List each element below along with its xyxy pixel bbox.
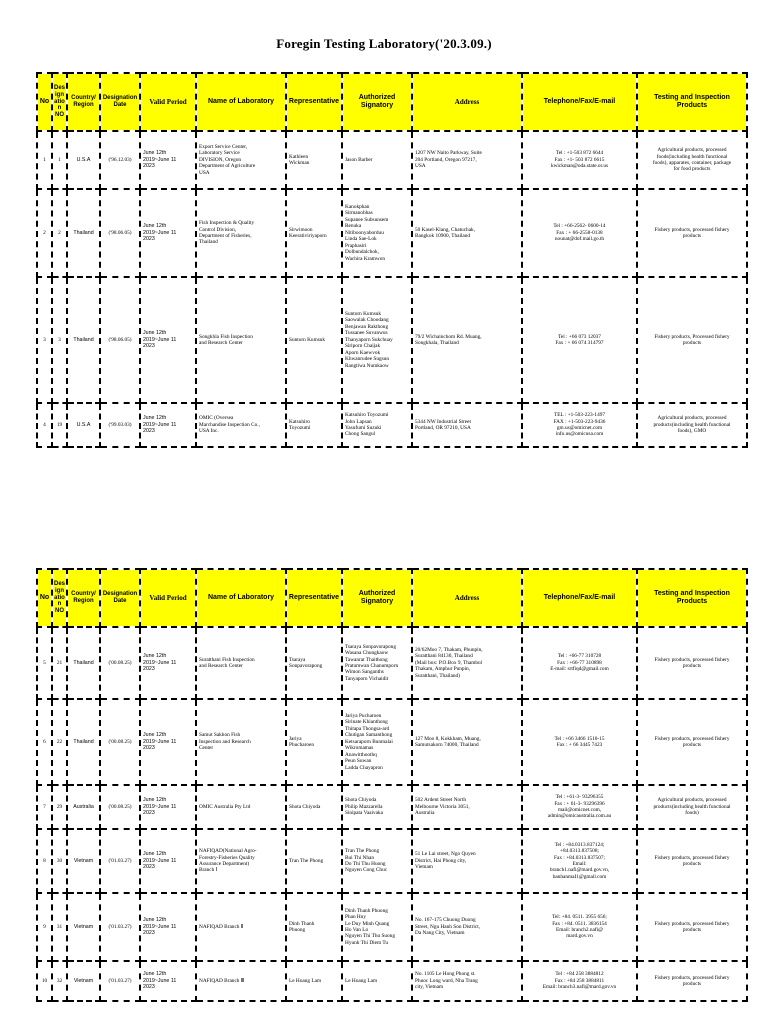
cell-country: Australia [67,785,100,829]
cell-address: 51 Le Lai street, Ngo Quyen District, Hai Phong city, Vietnam [412,829,522,893]
table-row [37,829,747,893]
laboratory-table-2 [36,568,748,1002]
cell-laboratory-name: NAFIQAD Branch Ⅱ [196,893,286,961]
cell-designation-no: 2 [52,189,67,277]
cell-representative: Tran The Phong [286,829,342,893]
cell-designation-no: 29 [52,785,67,829]
cell-contact: Tel : +66-2562- 0600-14 Fax : + 66-2558-0138 nounat@dof.mail.go.th [522,189,637,277]
cell-no: 10 [37,961,52,1001]
laboratory-table-1 [36,72,748,448]
header-name: Name of Laboratory [196,73,286,131]
header-signatory: Authorized Signatory [342,73,412,131]
header-designation-date: Designation Date [100,569,140,627]
cell-products: Fishery products, Processed fishery products [637,277,747,403]
table-header-row [37,73,747,131]
cell-address: 50 Kasel-Klang, Chatuchak, Bangkok 10900, Thailand [412,189,522,277]
cell-contact: Tel: +84. 0511. 3955 656; Fax : +84. 0511. 3836154 Email: branch2.nafi@ mard.gov.vn [522,893,637,961]
cell-laboratory-name: NAFIQAD(National Agro- Forestry-Fisheries Quality Assurance Department) Branch Ⅰ [196,829,286,893]
cell-no: 1 [37,131,52,189]
header-no: No [37,569,52,627]
cell-laboratory-name: Suratthani Fish Inspection and Research Center [196,627,286,699]
cell-products: Fishery products, processed fishery products [637,893,747,961]
cell-laboratory-name: Fish Inspection & Quality Control Division, Department of Fisheries, Thailand [196,189,286,277]
cell-no: 7 [37,785,52,829]
cell-designation-no: 19 [52,403,67,447]
cell-address: 127 Moo 8, Kokkham, Muang, Samutsakorn 74000, Thailand [412,699,522,785]
cell-signatory: Katsuhiro Toyozumi John Lapsan Yasufumi Suzuki Chong Sangul [342,403,412,447]
header-name: Name of Laboratory [196,569,286,627]
cell-representative: Suntorn Kumsuk [286,277,342,403]
cell-contact: Tel : +66 3466 1510-15 Fax : + 66 3445 7423 [522,699,637,785]
cell-valid-period: June 12th 2019~June 11 2023 [140,893,196,961]
cell-address: No. 1105 Le Hong Phong st. Phuoc Long ward, Nha Trang city, Vietnam [412,961,522,1001]
header-valid-period: Valid Period [140,73,196,131]
cell-designation-date: ('00.08.25) [100,785,140,829]
cell-laboratory-name: Songkhla Fish Inspection and Research Center [196,277,286,403]
cell-designation-date: ('01.03.27) [100,893,140,961]
cell-no: 5 [37,627,52,699]
cell-no: 4 [37,403,52,447]
cell-country: Vietnam [67,893,100,961]
header-phone: Telephone/Fax/E-mail [522,569,637,627]
header-designation-date: Designation Date [100,73,140,131]
cell-designation-date: ('00.08.25) [100,699,140,785]
cell-contact: Tel : +1-503 872 6644 Fax : +1- 503 872 6615 kwickman@oda.state.or.us [522,131,637,189]
cell-contact: Tel : +61-3- 93296355 Fax : + 61-3- 93296396 mail@omicnet.com, admin@omicaustralia.com.au [522,785,637,829]
cell-signatory: Le Hoang Lam [342,961,412,1001]
cell-products: Fishery products, processed fishery products [637,699,747,785]
cell-country: Thailand [67,277,100,403]
cell-no: 6 [37,699,52,785]
cell-no: 9 [37,893,52,961]
cell-country: U.S.A [67,403,100,447]
table-row [37,131,747,189]
table-row [37,961,747,1001]
header-valid-period: Valid Period [140,569,196,627]
cell-laboratory-name: Samut Sakhon Fish Inspection and Research Center [196,699,286,785]
table-row [37,277,747,403]
cell-address: 79/2 Wichainchom Rd. Muang, Songkhala, Thailand [412,277,522,403]
table-row [37,403,747,447]
cell-representative: Sirwimoon Keerativiriyaporn [286,189,342,277]
cell-valid-period: June 12th 2019~June 11 2023 [140,785,196,829]
header-representative: Representative [286,569,342,627]
cell-products: Fishery products, processed fishery products [637,829,747,893]
cell-signatory: Tsaraya Sonpavorapong Wasana Chungkaow Tawanrat Thaithong Pratumwan Chanumporn Wimon Sanganths Tanyaporn Vichaidit [342,627,412,699]
header-designation-no: Des ign atio n NO [52,73,67,131]
cell-address: 5344 NW Industrial Street Portland, OR 97210, USA [412,403,522,447]
cell-address: 502 Ardent Street North Melbourne Victoria 3051, Australia [412,785,522,829]
cell-valid-period: June 12th 2019~June 11 2023 [140,277,196,403]
cell-designation-no: 1 [52,131,67,189]
cell-contact: Tel : +66 073 12037 Fax : + 66 074 314797 [522,277,637,403]
cell-country: Vietnam [67,829,100,893]
header-products: Testing and Inspection Products [637,569,747,627]
table-row [37,785,747,829]
cell-valid-period: June 12th 2019~June 11 2023 [140,403,196,447]
header-address: Address [412,569,522,627]
cell-representative: Le Hoang Lam [286,961,342,1001]
cell-valid-period: June 12th 2019~June 11 2023 [140,961,196,1001]
cell-contact: Tel : +66-77 310728 Fax : +66-77 310898 E-mail: srtfiqd@gmail.com [522,627,637,699]
cell-designation-no: 30 [52,829,67,893]
cell-designation-date: ('98.06.05) [100,277,140,403]
cell-valid-period: June 12th 2019~June 11 2023 [140,699,196,785]
cell-country: Thailand [67,627,100,699]
cell-designation-no: 31 [52,893,67,961]
header-phone: Telephone/Fax/E-mail [522,73,637,131]
cell-representative: Shota Chiyoda [286,785,342,829]
cell-designation-no: 32 [52,961,67,1001]
cell-signatory: Jason Barber [342,131,412,189]
cell-designation-date: ('96.12.03) [100,131,140,189]
cell-laboratory-name: NAFIQAD Branch Ⅲ [196,961,286,1001]
cell-designation-no: 3 [52,277,67,403]
cell-representative: Tsaraya Sonpavorapong [286,627,342,699]
cell-country: Thailand [67,699,100,785]
cell-contact: Tel : +84 258 3884812 Fax : +84 258 3884811 Email: branch3.nafi@mard.gov.vn [522,961,637,1001]
cell-representative: Kathleen Wickman [286,131,342,189]
cell-products: Agricultural products, processed products(including health functional foods) [637,785,747,829]
cell-country: Vietnam [67,961,100,1001]
cell-signatory: Suntorn Kumsuk Saowalak Choodang Benjawan Rakthong Tussanee Suvanwus Thanyaporn Sukchuay Siriporn Chaijak Aporn Kaewvok Khwanrudee Sugsun Rangtiwa Numkaow [342,277,412,403]
cell-products: Agricultural products, processed products(including health functional foods), GMO [637,403,747,447]
cell-products: Fishery products, processed fishery products [637,189,747,277]
cell-no: 2 [37,189,52,277]
cell-designation-date: ('98.06.05) [100,189,140,277]
table-header-row [37,569,747,627]
table-row [37,627,747,699]
cell-designation-no: 22 [52,699,67,785]
cell-designation-date: ('01.03.27) [100,961,140,1001]
header-country: Country/ Region [67,73,100,131]
cell-valid-period: June 12th 2019~June 11 2023 [140,627,196,699]
cell-laboratory-name: OMIC (Oversea Marchandise Inspection Co., USA Inc. [196,403,286,447]
cell-signatory: Kanokphan Sirmanobhas Supanee Subsunsem Renuka Nitiboonyaborduu Linda Sae-Lok Praphasiri Dolbundalchok, Wachira Kramwon [342,189,412,277]
cell-country: Thailand [67,189,100,277]
header-address: Address [412,73,522,131]
header-country: Country/ Region [67,569,100,627]
cell-designation-date: ('01.03.27) [100,829,140,893]
cell-country: U.S.A [67,131,100,189]
cell-products: Agricultural products, processed foods(including health functional foods), apparates, container, package for food products [637,131,747,189]
cell-valid-period: June 12th 2019~June 11 2023 [140,189,196,277]
cell-signatory: Dinh Thanh Phuong Phan Huy Le Duy Minh Quang Ho Van Lo Nguyen Thi Thu Suong Hyunh Thi Diem Tu [342,893,412,961]
cell-laboratory-name: Export Service Center, Laboratory Service DIVISION, Oregon Department of Agriculture USA [196,131,286,189]
header-representative: Representative [286,73,342,131]
cell-address: No. 167-175 Chuong Duong Street, Ngu Hanh Son District, Da Nang City, Vietnam [412,893,522,961]
header-signatory: Authorized Signatory [342,569,412,627]
table-row [37,699,747,785]
document-title: Foregin Testing Laboratory('20.3.09.) [276,36,492,51]
cell-address: 20/62Moo 7, Thakam, Phunpin, Suratthani 84130, Thailand (Mail box: P.O.Box 9, Thambol Thakam, Amphur Punpin, Suratthani, Thailand) [412,627,522,699]
cell-designation-date: ('00.08.25) [100,627,140,699]
cell-representative: Dinh Thanh Phuong [286,893,342,961]
cell-contact: Tel : +84.0313.837124; +84.0313.837508; Fax : +84.0313.837507; Email: branch1.nafi@mard.gov.vn, banhanmaI1@gmail.com [522,829,637,893]
cell-signatory: Shota Chiyoda Philip Mazzarella Sinipata Vaaivaka [342,785,412,829]
cell-no: 3 [37,277,52,403]
cell-laboratory-name: OMIC Australia Pty Ltd [196,785,286,829]
cell-products: Fishery products, processed fishery products [637,961,747,1001]
cell-signatory: Tran The Phong Bui Thi Nhan Do Thi Thu Huong Nguyen Cong Chuc [342,829,412,893]
cell-valid-period: June 12th 2019~June 11 2023 [140,131,196,189]
cell-valid-period: June 12th 2019~June 11 2023 [140,829,196,893]
cell-no: 8 [37,829,52,893]
cell-signatory: Jariya Pucharoen Sirinate Khianthong Thitapa Thongsa-ard Chutigan Samanthong Ketsaraporn Bunmalai Wikromamas Anawitthoothq Peun Suwan Ladda Chayapron [342,699,412,785]
cell-address: 1207 NW Naito Parkway, Suite 204 Portland, Oregon 97217, USA [412,131,522,189]
table-row [37,893,747,961]
header-no: No [37,73,52,131]
cell-representative: Jariya Phucharoen [286,699,342,785]
cell-products: Fishery products, processed fishery products [637,627,747,699]
header-designation-no: Des ign atio n NO [52,569,67,627]
cell-designation-no: 21 [52,627,67,699]
cell-contact: TEL : +1-503-223-1497 FAX : +1-503-223-9436 gm.us@omicnet.com info.us@omicusa.com [522,403,637,447]
cell-designation-date: ('99.03.03) [100,403,140,447]
cell-representative: Katsuhiro Toyozumi [286,403,342,447]
header-products: Testing and Inspection Products [637,73,747,131]
table-row [37,189,747,277]
